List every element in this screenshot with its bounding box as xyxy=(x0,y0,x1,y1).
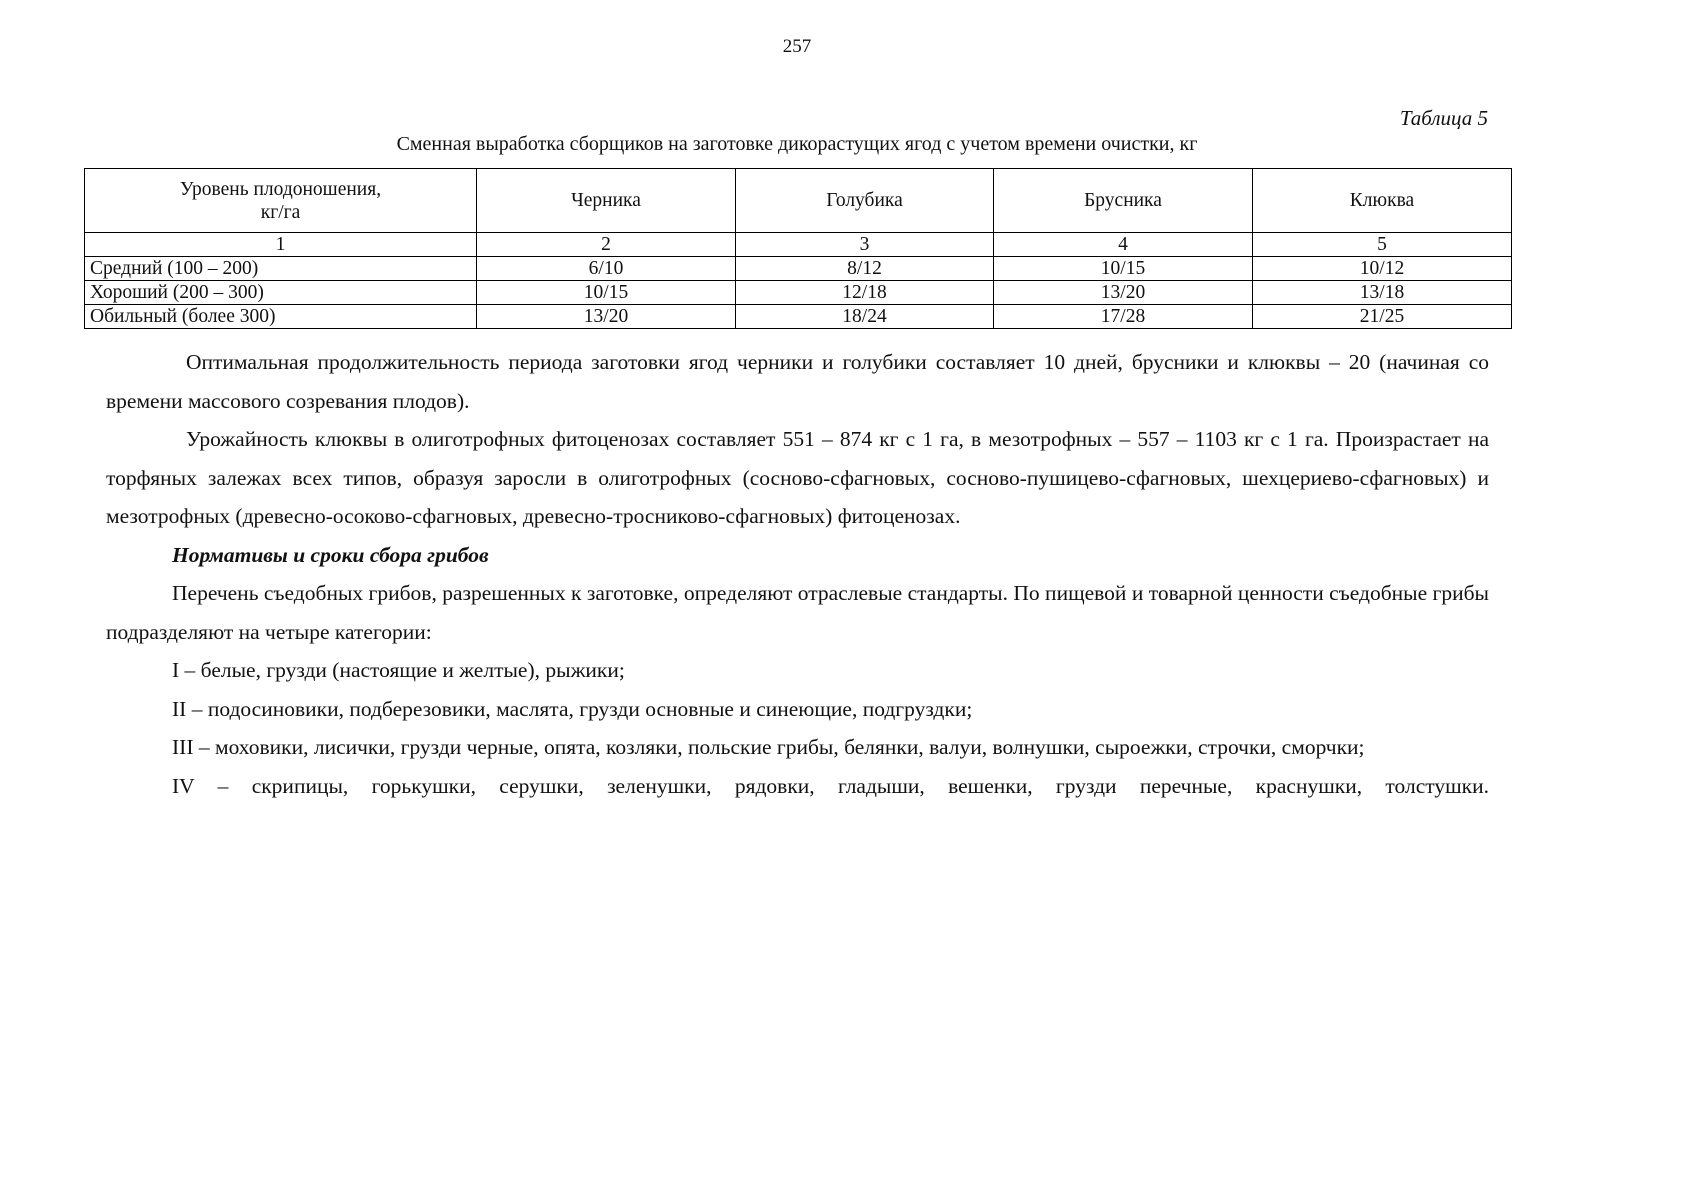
table-cell: 21/25 xyxy=(1253,305,1512,329)
table-cell: 13/20 xyxy=(477,305,736,329)
column-number: 2 xyxy=(477,233,736,257)
category-item-4: IV – скрипицы, горькушки, серушки, зеленушки, рядовки, гладыши, вешенки, грузди перечные, краснушки, толстушки. xyxy=(172,773,1489,798)
table-row xyxy=(85,257,1512,281)
table-row xyxy=(85,281,1512,305)
table-row xyxy=(85,305,1512,329)
column-number: 1 xyxy=(85,233,477,257)
table-header-row xyxy=(85,169,1512,233)
category-item-3: III – моховики, лисички, грузди черные, опята, козляки, польские грибы, белянки, валуи, волнушки, сыроежки, строчки, сморчки; xyxy=(172,735,1365,759)
row-label: Хороший (200 – 300) xyxy=(85,281,477,305)
row-label: Средний (100 – 200) xyxy=(85,257,477,281)
row-label: Обильный (более 300) xyxy=(85,305,477,329)
column-number: 5 xyxy=(1253,233,1512,257)
body-text xyxy=(106,343,1489,805)
header-cell-blueberry: Черника xyxy=(477,169,736,233)
table-label: Таблица 5 xyxy=(1399,106,1488,130)
header-cell-lingonberry: Брусника xyxy=(994,169,1253,233)
table-cell: 10/15 xyxy=(477,281,736,305)
section-heading-mushrooms: Нормативы и сроки сбора грибов xyxy=(172,542,489,567)
category-item-2: II – подосиновики, подберезовики, маслята, грузди основные и синеющие, подгруздки; xyxy=(172,696,973,721)
header-cell-cranberry: Клюква xyxy=(1253,169,1512,233)
table-cell: 17/28 xyxy=(994,305,1253,329)
paragraph-harvest-period: Оптимальная продолжительность периода заготовки ягод черники и голубики составляет 10 дней, брусники и клюквы – 20 (начиная со времени массового созревания плодов). xyxy=(106,350,1489,413)
table-cell: 12/18 xyxy=(736,281,994,305)
table-cell: 10/12 xyxy=(1253,257,1512,281)
header-cell-bog-bilberry: Голубика xyxy=(736,169,994,233)
paragraph-mushroom-categories: Перечень съедобных грибов, разрешенных к заготовке, определяют отраслевые стандарты. По пищевой и товарной ценности съедобные грибы подразделяют на четыре категории: xyxy=(106,581,1489,644)
column-number: 3 xyxy=(736,233,994,257)
table-cell: 13/18 xyxy=(1253,281,1512,305)
category-item-1: I – белые, грузди (настоящие и желтые), рыжики; xyxy=(172,658,625,682)
table-cell: 13/20 xyxy=(994,281,1253,305)
table-cell: 6/10 xyxy=(477,257,736,281)
table-cell: 18/24 xyxy=(736,305,994,329)
page-number: 257 xyxy=(782,36,812,57)
table-cell: 8/12 xyxy=(736,257,994,281)
column-number: 4 xyxy=(994,233,1253,257)
table-cell: 10/15 xyxy=(994,257,1253,281)
paragraph-cranberry-yield: Урожайность клюквы в олиготрофных фитоценозах составляет 551 – 874 кг с 1 га, в мезотрофных – 557 – 1103 кг с 1 га. Произрастает на торфяных залежах всех типов, образуя заросли в олиготрофных (сосново-сфагновых, сосново-пушицево-сфагновых, шехцериево-сфагновых) и мезотрофных (древесно-осоково-сфагновых, древесно-тросниково-сфагновых) фитоценозах. xyxy=(106,427,1489,528)
yield-table xyxy=(84,168,1512,329)
table-title: Сменная выработка сборщиков на заготовке дикорастущих ягод с учетом времени очистки, кг xyxy=(396,133,1198,155)
header-cell-fruiting-level: Уровень плодоношения, кг/га xyxy=(85,169,477,233)
column-number-row xyxy=(85,233,1512,257)
